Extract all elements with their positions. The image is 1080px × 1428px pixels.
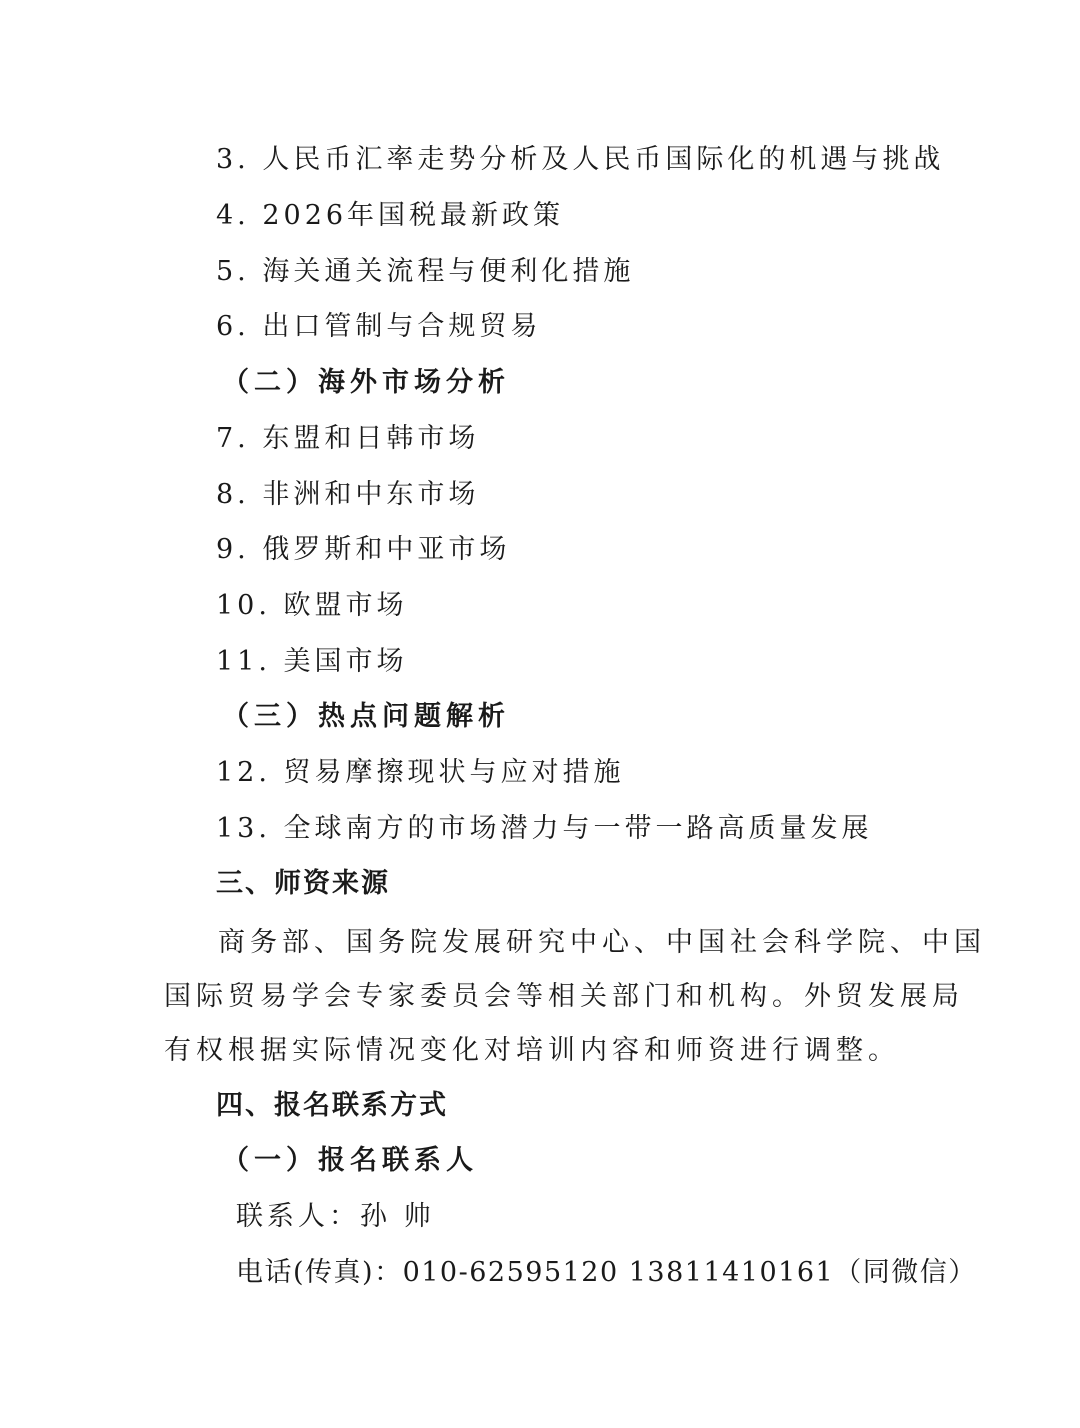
section-heading-registration: 四、报名联系方式 bbox=[216, 1090, 448, 1121]
list-item: 9. 俄罗斯和中亚市场 bbox=[216, 534, 511, 565]
list-item: 11. 美国市场 bbox=[216, 646, 408, 677]
list-item: 10. 欧盟市场 bbox=[216, 590, 408, 621]
paragraph-line: 有权根据实际情况变化对培训内容和师资进行调整。 bbox=[164, 1035, 900, 1066]
subheading-contact-person: （一）报名联系人 bbox=[222, 1145, 478, 1176]
subheading-hot-issues: （三）热点问题解析 bbox=[222, 701, 510, 732]
contact-person: 联系人：孙 帅 bbox=[236, 1201, 435, 1232]
contact-phone: 电话(传真)：010-62595120 13811410161（同微信） bbox=[236, 1257, 977, 1288]
list-item: 8. 非洲和中东市场 bbox=[216, 479, 480, 510]
list-item: 7. 东盟和日韩市场 bbox=[216, 423, 480, 454]
list-item: 5. 海关通关流程与便利化措施 bbox=[216, 256, 635, 287]
list-item: 6. 出口管制与合规贸易 bbox=[216, 311, 542, 342]
list-item: 4. 2026年国税最新政策 bbox=[216, 200, 565, 231]
list-item: 13. 全球南方的市场潜力与一带一路高质量发展 bbox=[216, 813, 873, 844]
paragraph-line: 国际贸易学会专家委员会等相关部门和机构。外贸发展局 bbox=[164, 981, 964, 1012]
subheading-overseas-markets: （二）海外市场分析 bbox=[222, 367, 510, 398]
paragraph-line: 商务部、国务院发展研究中心、中国社会科学院、中国 bbox=[218, 927, 986, 958]
list-item: 12. 贸易摩擦现状与应对措施 bbox=[216, 757, 625, 788]
section-heading-faculty: 三、师资来源 bbox=[216, 868, 390, 899]
list-item: 3. 人民币汇率走势分析及人民币国际化的机遇与挑战 bbox=[216, 144, 945, 175]
